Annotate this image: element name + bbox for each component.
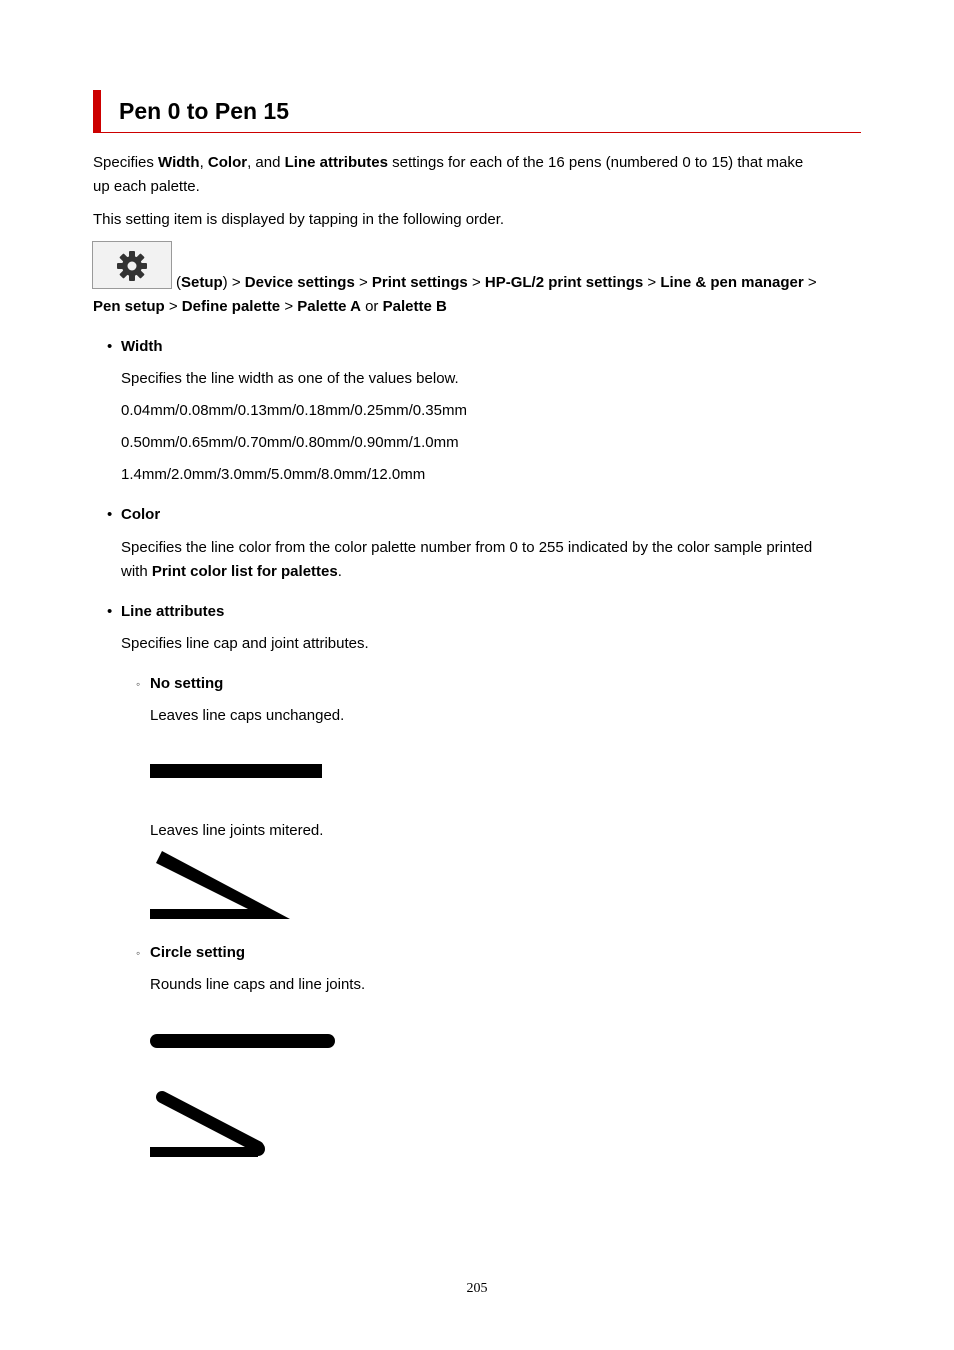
path-pen-setup: Pen setup xyxy=(93,298,165,315)
path-palette-a: Palette A xyxy=(297,298,361,315)
width-label: Width xyxy=(121,338,163,355)
bullet-marker: • xyxy=(107,603,113,620)
color-label: Color xyxy=(121,506,161,523)
intro-text: , and xyxy=(247,154,285,171)
path-setup: Setup xyxy=(181,274,223,291)
round-join-illustration xyxy=(150,1089,270,1159)
heading-accent-bar xyxy=(93,90,101,133)
circle-setting-desc: Rounds line caps and line joints. xyxy=(150,976,366,993)
color-desc xyxy=(121,536,866,584)
intro-text: settings for each of the 16 pens (numbered 0 to 15) that make xyxy=(387,154,804,171)
path-separator: > xyxy=(354,274,372,291)
heading-underline xyxy=(101,132,861,133)
page-title: Pen 0 to Pen 15 xyxy=(119,98,290,124)
sub-bullet-marker: ◦ xyxy=(136,946,141,960)
path-separator: > xyxy=(803,274,817,291)
intro-color: Color xyxy=(207,154,248,171)
intro-line-attributes: Line attributes xyxy=(284,154,388,171)
no-setting-joints: Leaves line joints mitered. xyxy=(150,822,324,839)
setup-button[interactable] xyxy=(92,241,172,289)
path-separator: > xyxy=(643,274,661,291)
page-number: 205 xyxy=(466,1281,488,1296)
width-desc: Specifies the line width as one of the values below. xyxy=(121,370,459,387)
path-define-palette: Define palette xyxy=(181,298,281,315)
intro-width: Width xyxy=(158,154,200,171)
intro-text: Specifies xyxy=(93,154,159,171)
line-attributes-label: Line attributes xyxy=(121,603,225,620)
circle-setting-label: Circle setting xyxy=(150,944,246,961)
width-values-2: 0.50mm/0.65mm/0.70mm/0.80mm/0.90mm/1.0mm xyxy=(121,434,459,451)
miter-join-illustration xyxy=(150,851,292,921)
page-heading xyxy=(93,90,861,133)
path-hpgl-settings: HP-GL/2 print settings xyxy=(484,274,644,291)
path-separator: > xyxy=(280,298,298,315)
order-text: This setting item is displayed by tapping in the following order. xyxy=(93,211,505,228)
width-values-3: 1.4mm/2.0mm/3.0mm/5.0mm/8.0mm/12.0mm xyxy=(121,466,426,483)
intro-text: up each palette. xyxy=(93,178,200,195)
no-setting-caps: Leaves line caps unchanged. xyxy=(150,707,345,724)
path-print-settings: Print settings xyxy=(371,274,468,291)
setting-path-line2 xyxy=(93,295,447,319)
line-attributes-desc: Specifies line cap and joint attributes. xyxy=(121,635,369,652)
color-desc-text: . xyxy=(337,563,342,580)
path-separator: > xyxy=(164,298,182,315)
color-desc-text: with xyxy=(121,563,152,580)
round-cap-line-illustration xyxy=(150,1033,336,1049)
setting-path-line1 xyxy=(176,271,817,295)
sub-bullet-marker: ◦ xyxy=(136,677,141,691)
path-text: or xyxy=(360,298,383,315)
bullet-marker: • xyxy=(107,338,113,355)
no-setting-label: No setting xyxy=(150,675,224,692)
path-separator: > xyxy=(467,274,485,291)
path-separator: ) > xyxy=(222,274,245,291)
butt-cap-line-illustration xyxy=(150,763,324,779)
path-device-settings: Device settings xyxy=(244,274,355,291)
width-values-1: 0.04mm/0.08mm/0.13mm/0.18mm/0.25mm/0.35mm xyxy=(121,402,467,419)
intro-text: , xyxy=(199,154,208,171)
path-text: ( xyxy=(176,274,181,291)
print-color-list: Print color list for palettes xyxy=(151,563,338,580)
path-palette-b: Palette B xyxy=(382,298,447,315)
bullet-marker: • xyxy=(107,506,113,523)
color-desc-text: Specifies the line color from the color palette number from 0 to 255 indicated by the color sample printed xyxy=(121,539,813,556)
gear-icon xyxy=(93,242,171,288)
intro-paragraph xyxy=(93,151,863,199)
path-line-pen-manager: Line & pen manager xyxy=(660,274,804,291)
